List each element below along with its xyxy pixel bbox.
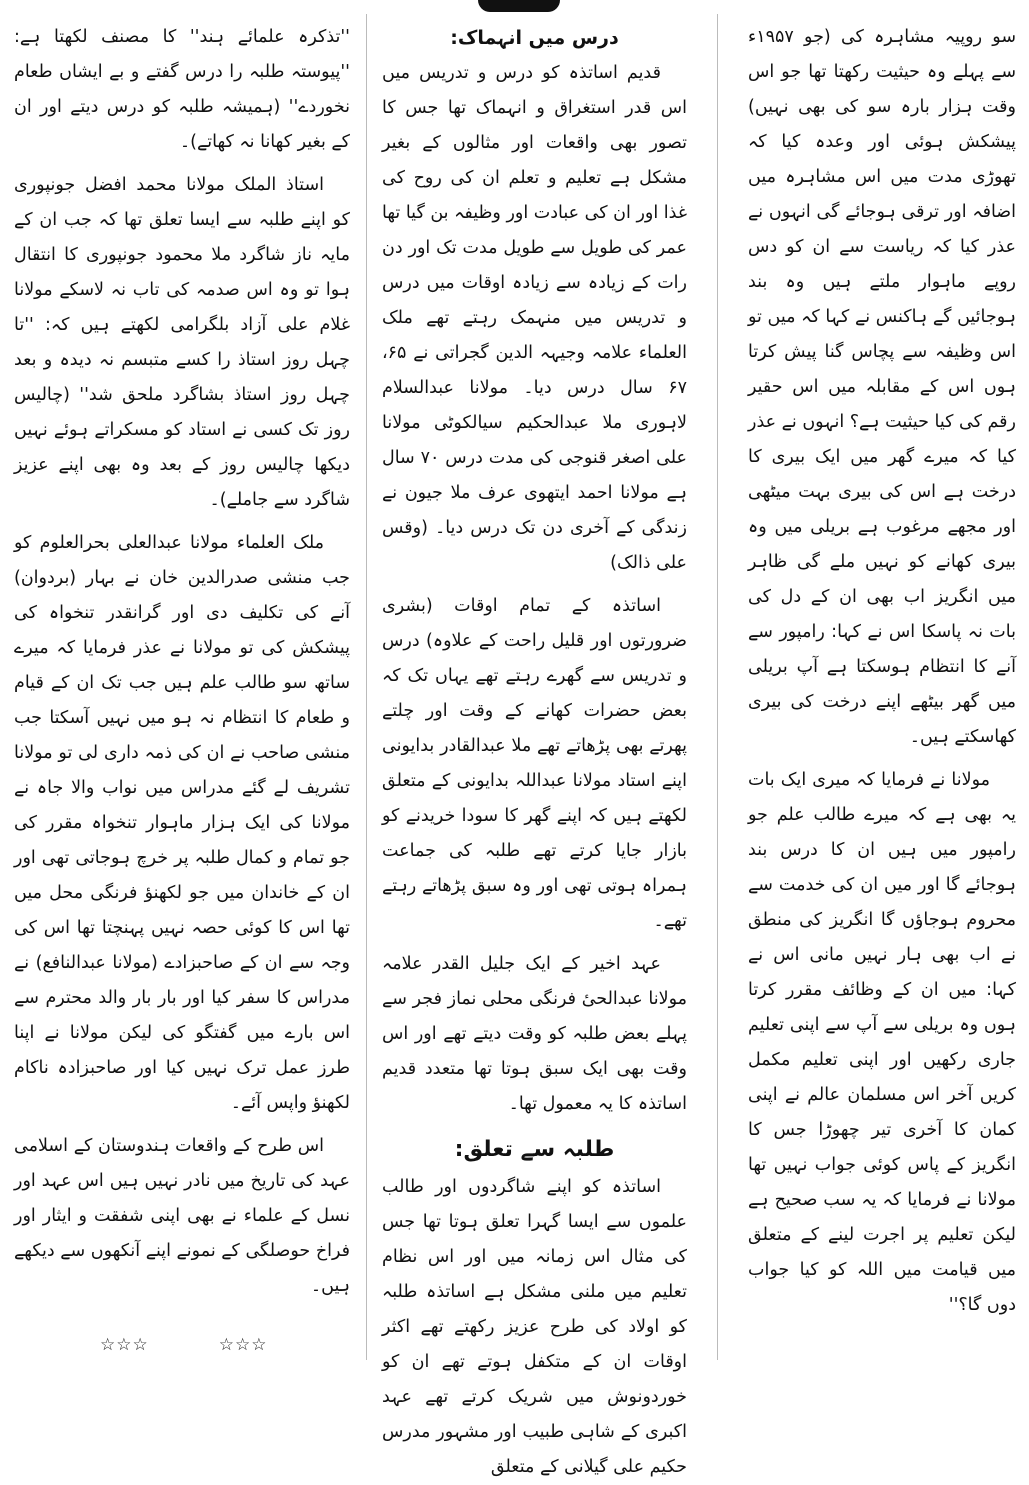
paragraph: ملک العلماء مولانا عبدالعلی بحرالعلوم کو جب منشی صدرالدین خان نے بہار (بردوان) آنے کی تکلیف دی اور گرانقدر تنخواہ کی پیشکش کی تو مولانا نے عذر فرمایا کہ میرے ساتھ سو طالب علم ہیں جب تک ان کے قیام و طعام کا انتظام نہ ہو میں نہیں آسکتا جب منشی صاحب نے ان کی ذمہ داری لی تو مولانا تشریف لے گئے مدراس میں نواب والا جاہ نے مولانا کی ایک ہزار ماہوار تنخواہ مقرر کی جو تمام و کمال طلبہ پر خرچ ہوجاتی تھی اور ان کے خاندان میں جو لکھنؤ فرنگی محل میں تھا اس کا کوئی حصہ نہیں پہنچتا تھا اس کی وجہ سے ان کے صاحبزادے (مولانا عبدالنافع) نے مدراس کا سفر کیا اور بار بار والد محترم سے اس بارے میں گفتگو کی لیکن مولانا نے اپنا طرز عمل ترک نہیں کیا اور صاحبزادہ ناکام لکھنؤ واپس آئے۔ <box>14 533 350 1113</box>
column-middle <box>382 20 687 1477</box>
paragraph: مولانا نے فرمایا کہ میری ایک بات یہ بھی ہے کہ میرے طالب علم جو رامپور میں ہیں ان کا درس بند ہوجائے گا اور میں ان کی خدمت سے محروم ہوجاؤں گا انگریز کی منطق نے اب بھی ہار نہیں مانی اس نے کہا: میں ان کے وظائف مقرر کرتا ہوں وہ بریلی سے آپ سے اپنی تعلیم جاری رکھیں اور اپنی تعلیم مکمل کریں آخر اس مسلمان عالم نے اپنی کمان کا آخری تیر چھوڑا جس کا انگریز کے پاس کوئی جواب نہیں تھا مولانا نے فرمایا کہ یہ سب صحیح ہے لیکن تعلیم پر اجرت لینے کے متعلق میں قیامت میں اللہ کو کیا جواب دوں گا؟'' <box>748 770 1016 1315</box>
star-icon-group: ☆☆☆ <box>100 1335 149 1355</box>
column-divider <box>717 14 718 1360</box>
top-ornament <box>478 0 560 12</box>
paragraph: استاذ الملک مولانا محمد افضل جونپوری کو اپنے طلبہ سے ایسا تعلق تھا کہ جب ان کے مایہ ناز شاگرد ملا محمود جونپوری کا انتقال ہوا تو وہ اس صدمہ کی تاب نہ لاسکے مولانا غلام علی آزاد بلگرامی لکھتے ہیں کہ: ''تا چہل روز استاذ را کسے متبسم نہ دیدہ و بعد چہل روز استاذ بشاگرد ملحق شد'' (چالیس روز تک کسی نے استاد کو مسکراتے ہوئے نہیں دیکھا چالیس روز کے بعد وہ بھی اپنے عزیز شاگرد سے جاملے)۔ <box>14 175 350 510</box>
paragraph: اس طرح کے واقعات ہندوستان کے اسلامی عہد کی تاریخ میں نادر نہیں ہیں اس عہد اور نسل کے علماء نے بھی اپنی شفقت و ایثار اور فراخ حوصلگی کے نمونے اپنے آنکھوں سے دیکھے ہیں۔ <box>14 1136 350 1296</box>
paragraph: سو روپیہ مشاہرہ کی (جو ۱۹۵۷ء سے پہلے وہ حیثیت رکھتا تھا جو اس وقت ہزار بارہ سو کی بھی نہیں) پیشکش ہوئی اور وعدہ کیا کہ تھوڑی مدت میں اس مشاہرہ میں اضافہ اور ترقی ہوجائے گی انہوں نے عذر کیا کہ ریاست سے ان کو دس روپے ماہوار ملتے ہیں وہ بند ہوجائیں گے ہاکنس نے کہا کہ میں تو اس وظیفہ سے پچاس گنا پیش کرتا ہوں اس کے مقابلہ میں اس حقیر رقم کی کیا حیثیت ہے؟ انہوں نے عذر کیا کہ میرے گھر میں ایک بیری کا درخت ہے اس کی بیری بہت میٹھی اور مجھے مرغوب ہے بریلی میں وہ بیری کھانے کو نہیں ملے گی ظاہر میں انگریز اب بھی ان کے دل کی بات نہ پاسکا اس نے کہا: رامپور سے آنے کا انتظام ہوسکتا ہے آپ بریلی میں گھر بیٹھے اپنے درخت کی بیری کھاسکتے ہیں۔ <box>748 27 1016 747</box>
paragraph: قدیم اساتذہ کو درس و تدریس میں اس قدر استغراق و انہماک تھا جس کا تصور بھی واقعات اور مثالوں کے بغیر مشکل ہے تعلیم و تعلم ان کی روح کی غذا اور ان کی عبادت اور وظیفہ بن گیا تھا عمر کی طویل سے طویل مدت تک اور دن رات کے زیادہ سے زیادہ اوقات میں درس و تدریس میں منہمک رہتے تھے ملک العلماء علامہ وجیہہ الدین گجراتی نے ۶۵، ۶۷ سال درس دیا۔ مولانا عبدالسلام لاہوری ملا عبدالحکیم سیالکوٹی مولانا علی اصغر قنوجی کی مدت درس ۷۰ سال ہے مولانا احمد ایتھوی عرف ملا جیون نے زندگی کے آخری دن تک درس دیا۔ (وقس علی ذالک) <box>382 63 687 573</box>
paragraph: عہد اخیر کے ایک جلیل القدر علامہ مولانا عبدالحیٔ فرنگی محلی نماز فجر سے پہلے بعض طلبہ کو وقت دیتے تھے اور اس وقت بھی ایک سبق ہوتا تھا متعدد قدیم اساتذہ کا یہ معمول تھا۔ <box>382 954 687 1114</box>
section-heading: درس میں انہماک: <box>450 27 619 49</box>
column-right <box>748 20 1016 1360</box>
column-divider <box>366 14 367 1360</box>
paragraph: اساتذہ کے تمام اوقات (بشری ضرورتوں اور قلیل راحت کے علاوہ) درس و تدریس سے گھرے رہتے تھے یہاں تک کہ بعض حضرات کھانے کے وقت اور چلتے پھرتے بھی پڑھاتے تھے ملا عبدالقادر بدایونی اپنے استاد مولانا عبداللہ بدایونی کے متعلق لکھتے ہیں کہ اپنے گھر کا سودا خریدنے کو بازار جایا کرتے تھے طلبہ کی جماعت ہمراہ ہوتی تھی اور وہ سبق پڑھاتے رہتے تھے۔ <box>382 596 687 931</box>
section-end-stars <box>100 1335 270 1355</box>
section-heading: طلبہ سے تعلق: <box>454 1137 615 1162</box>
paragraph: اساتذہ کو اپنے شاگردوں اور طالب علموں سے ایسا گہرا تعلق ہوتا تھا جس کی مثال اس زمانہ میں اور اس نظام تعلیم میں ملنی مشکل ہے اساتذہ طلبہ کو اولاد کی طرح عزیز رکھتے تھے اکثر اوقات ان کے متکفل ہوتے تھے ان کو خوردونوش میں شریک کرتے تھے عہد اکبری کے شاہی طبیب اور مشہور مدرس حکیم علی گیلانی کے متعلق <box>382 1177 687 1477</box>
paragraph: ''تذکرہ علمائے ہند'' کا مصنف لکھتا ہے: ''پیوستہ طلبہ را درس گفتے و بے ایشاں طعام نخوردے'' (ہمیشہ طلبہ کو درس دیتے اور ان کے بغیر کھانا نہ کھاتے)۔ <box>14 27 350 152</box>
column-left <box>14 20 350 1360</box>
star-icon-group: ☆☆☆ <box>218 1335 268 1355</box>
